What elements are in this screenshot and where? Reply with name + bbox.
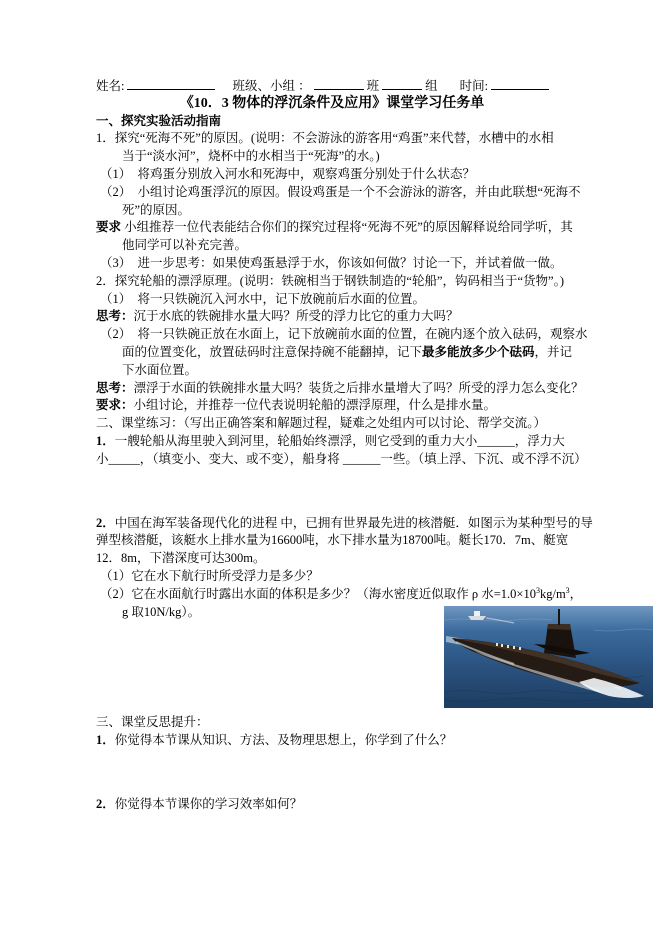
think-label: 思考： bbox=[96, 309, 134, 324]
time-blank bbox=[491, 77, 549, 90]
class-group-label: 班级、小组 ： bbox=[232, 79, 311, 93]
s3-q1 bbox=[96, 732, 568, 750]
s2-q2-sub2-line2: g 取10N/kg）。 bbox=[122, 604, 201, 619]
s1-item2-sub1: （1） 将一只铁碗沉入河水中，记下放碗前后水面的位置。 bbox=[100, 291, 426, 306]
section2-heading: 二、课堂练习：（写出正确答案和解题过程，疑难之处组内可以讨论、帮学交流。） bbox=[96, 416, 547, 431]
q1-number: 1． bbox=[96, 433, 115, 448]
think-text: 漂浮于水面的铁碗排水量大吗？装货之后排水量增大了吗？所受的浮力怎么变化？ bbox=[133, 380, 584, 395]
r1-number: 1． bbox=[96, 733, 115, 748]
s1-think2 bbox=[96, 380, 584, 398]
group-blank bbox=[382, 77, 422, 90]
section3-heading: 三、课堂反思提升： bbox=[96, 715, 209, 730]
sub2-text-bold: 最多能放多少个砝码 bbox=[422, 344, 535, 359]
time-label: 时间: bbox=[459, 79, 489, 93]
sub2-text-pre: 面的位置变化，放置砝码时注意保持碗不能翻掉，记下 bbox=[122, 344, 423, 359]
q2-sub2-text: （2）它在水面航行时露出水面的体积是多少？（海水密度近似取作 ρ 水=1.0×10 bbox=[100, 586, 536, 601]
requirement-text: 小组讨论，并推荐一位代表说明轮船的漂浮原理，什么是排水量。 bbox=[133, 398, 497, 413]
requirement-label: 要求 bbox=[96, 220, 122, 235]
q2-sub2-unit: kg/m bbox=[539, 586, 566, 601]
s2-q2-line3: 12．8m，下潜深度可达300m。 bbox=[96, 551, 266, 566]
requirement-label: 要求： bbox=[96, 398, 134, 413]
superscript: 3 bbox=[565, 585, 570, 595]
r2-number: 2． bbox=[96, 796, 115, 811]
q2-text: 中国在海军装备现代化的进程 中，已拥有世界最先进的核潜艇．如图示为某种型号的导 bbox=[114, 515, 593, 530]
s1-item2-sub2-line2 bbox=[96, 344, 573, 362]
name-blank bbox=[127, 77, 215, 90]
answer-space bbox=[96, 469, 568, 515]
s2-q2-sub1: （1）它在水下航行时所受浮力是多少？ bbox=[100, 568, 319, 583]
q2-number: 2． bbox=[96, 515, 115, 530]
s1-item1-line1: 1．探究“死海不死”的原因。(说明：不会游泳的游客用“鸡蛋”来代替，水槽中的水相 bbox=[96, 131, 554, 146]
s1-item1-sub2-line1: （2） 小组讨论鸡蛋浮沉的原因。假设鸡蛋是一个不会游泳的游客，并由此联想“死海不 bbox=[100, 184, 581, 199]
s2-q1-line2: 小_____，（填变小、变大、或不变），船身将 ______一些。（填上浮、下沉、或不浮不沉） bbox=[96, 451, 587, 466]
s2-q2-line2: 弹型核潜艇，该艇水上排水量为16600吨，水下排水量为18700吨。艇长170．7m、艇宽 bbox=[96, 533, 569, 548]
s1-item2-sub2-line3: 下水面位置。 bbox=[122, 362, 198, 377]
answer-space bbox=[96, 750, 568, 796]
s1-item2: 2．探究轮船的漂浮原理。(说明：铁碗相当于钢铁制造的“轮船”，钩码相当于“货物”。) bbox=[96, 273, 565, 288]
header-fields bbox=[96, 77, 568, 95]
s1-requirement2 bbox=[96, 397, 568, 415]
section1-heading: 一、探究实验活动指南 bbox=[96, 113, 222, 128]
s1-item1-sub3: （3） 进一步思考：如果使鸡蛋悬浮于水，你该如何做？讨论一下，并试着做一做。 bbox=[100, 255, 563, 270]
sub2-text-post: ，并记 bbox=[534, 344, 573, 359]
s1-item2-sub2-line1: （2） 将一只铁碗正放在水面上，记下放碗前水面的位置，在碗内逐个放入砝码，观察水 bbox=[100, 327, 588, 342]
class-unit-label: 班 bbox=[366, 79, 380, 93]
think-text: 沉于水底的铁碗排水量大吗？所受的浮力比它的重力大吗？ bbox=[133, 309, 459, 324]
r1-text: 你觉得本节课从知识、方法、及物理思想上，你学到了什么？ bbox=[114, 733, 453, 748]
name-label: 姓名: bbox=[96, 79, 125, 93]
s1-requirement1-line2: 他同学可以补充完善。 bbox=[122, 238, 248, 253]
s1-requirement1-line1 bbox=[96, 219, 573, 237]
s1-item1-sub1: （1） 将鸡蛋分别放入河水和死海中，观察鸡蛋分别处于什么状态？ bbox=[100, 166, 476, 181]
r2-text: 你觉得本节课你的学习效率如何？ bbox=[114, 796, 303, 811]
s2-q2-line1 bbox=[96, 515, 593, 533]
s1-item1-sub2-line2: 死”的原因。 bbox=[122, 202, 191, 217]
s2-q2-sub2-line1 bbox=[96, 585, 583, 604]
s3-q2 bbox=[96, 796, 568, 814]
q1-text: 一艘轮船从海里驶入到河里，轮船始终漂浮，则它受到的重力大小______，浮力大 bbox=[114, 433, 565, 448]
think-label: 思考： bbox=[96, 380, 134, 395]
page-title: 《10．3 物体的浮沉条件及应用》课堂学习任务单 bbox=[179, 95, 485, 111]
s1-item1-line2: 当于“淡水河”，烧杯中的水相当于“死海”的水。) bbox=[122, 149, 380, 164]
group-unit-label: 组 bbox=[425, 79, 438, 93]
s1-think1 bbox=[96, 308, 568, 326]
q2-sub2-comma: ， bbox=[569, 586, 583, 601]
s2-q1-line1 bbox=[96, 433, 568, 451]
class-blank bbox=[314, 77, 364, 90]
submarine-photo bbox=[444, 606, 653, 708]
superscript: 3 bbox=[535, 585, 540, 595]
requirement-text: 小组推荐一位代表能结合你们的探究过程将“死海不死”的原因解释说给同学听，其 bbox=[121, 220, 573, 235]
